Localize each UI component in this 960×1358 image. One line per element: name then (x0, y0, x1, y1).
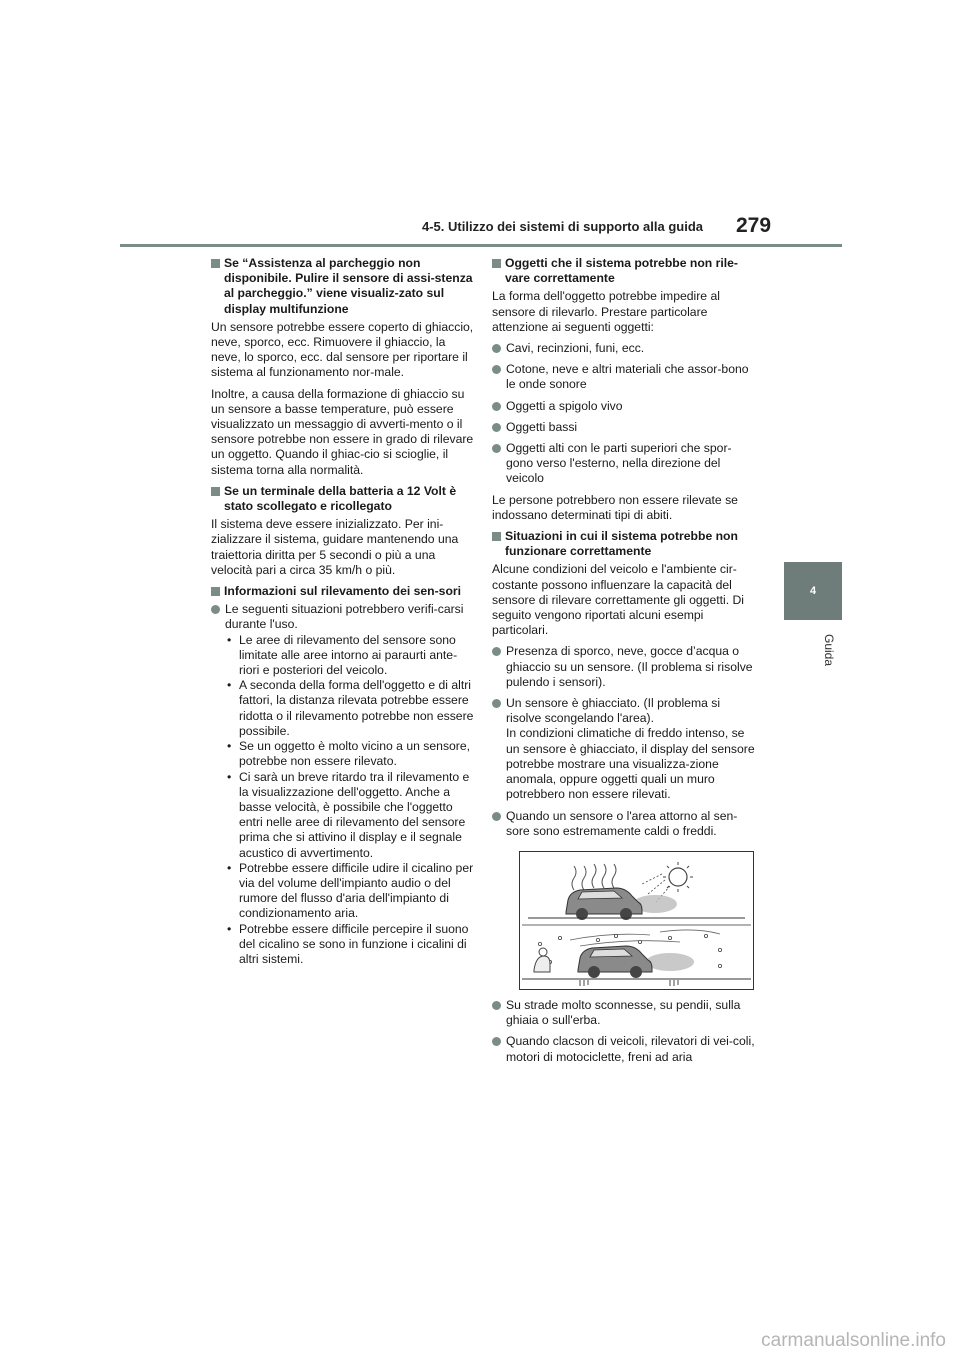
list-item (492, 696, 756, 802)
paragraph: Un sensore potrebbe essere coperto di ghiaccio, neve, sporco, ecc. Rimuovere il ghiaccio, la neve, lo sporco, ecc. dal sensore per riportare il sistema al funzionamento nor-male. (211, 319, 474, 380)
square-bullet-icon (492, 259, 501, 268)
list-item-text: Quando un sensore o l'area attorno al sen-sore sono estremamente caldi o freddi. (506, 808, 738, 838)
round-bullet-icon (492, 423, 501, 432)
right-column (492, 256, 756, 1071)
list-item-text: Oggetti alti con le parti superiori che spor-gono verso l'esterno, nella direzione del veicolo (506, 441, 732, 486)
list-item-text: Le seguenti situazioni potrebbero verifi-carsi durante l'uso. (225, 602, 464, 632)
paragraph: Il sistema deve essere inizializzato. Per ini-zializzare il sistema, guidare mantenendo una traiettoria diritta per 5 secondi o più a una velocità pari a circa 35 km/h o più. (211, 517, 459, 577)
round-bullet-icon (492, 812, 501, 821)
paragraph: Le persone potrebbero non essere rilevate se indossano determinati tipi di abiti. (492, 492, 738, 522)
list-item-text: Quando clacson di veicoli, rilevatori di vei-coli, motori di motociclette, freni ad aria (506, 1034, 755, 1064)
square-bullet-icon (211, 587, 220, 596)
list-item (492, 420, 756, 435)
list-item (492, 399, 756, 414)
list-item-text: In condizioni climatiche di freddo intenso, se un sensore è ghiacciato, il display del sensore potrebbe mostrare una visualizza-zione anomala, oppure oggetti quali un muro potrebbero non essere rilevati. (506, 726, 755, 802)
paragraph: Inoltre, a causa della formazione di ghiaccio su un sensore a basse temperature, può essere visualizzato un messaggio di avverti-mento o il sensore potrebbe non essere in grado di rilevare un oggetto. Quando il ghiac-cio si scioglie, il sistema torna alla normalità. (211, 386, 474, 477)
round-bullet-icon (492, 444, 501, 453)
sub-list-item: • Potrebbe essere difficile udire il cicalino per via del volume dell'impianto audio o del rumore del flusso d'aria dell'impianto di condizionamento aria. (225, 861, 475, 922)
sub-list (225, 633, 475, 967)
left-column (211, 256, 475, 973)
list-item (492, 809, 756, 839)
round-bullet-icon (211, 605, 220, 614)
sub-list-item: • A seconda della forma dell'oggetto e di altri fattori, la distanza rilevata potrebbe essere ridotta o il rilevamento potrebbe non essere possibile. (225, 678, 475, 739)
round-bullet-icon (492, 699, 501, 708)
round-bullet-icon (492, 647, 501, 656)
list-item-text: Presenza di sporco, neve, gocce d’acqua o ghiaccio su un sensore. (Il problema si risolve pulendo i sensori). (506, 644, 753, 689)
list-item (211, 602, 475, 967)
header-divider (120, 244, 842, 247)
list-item (492, 441, 756, 487)
sub-list-item: • Ci sarà un breve ritardo tra il rilevamento e la visualizzazione dell'oggetto. Anche a basse velocità, è possibile che l'oggetto entri nelle aree di rilevamento del sensore prima che si attivino il display e il segnale acustico di avvertimento. (225, 770, 475, 861)
list-item-text: Oggetti a spigolo vivo (506, 398, 623, 413)
heading-text: Se “Assistenza al parcheggio non disponibile. Pulire il sensore di assi-stenza al parcheggio.” viene visualiz-zato sul display multifunzione (224, 256, 473, 316)
round-bullet-icon (492, 344, 501, 353)
list-item (492, 1034, 756, 1064)
section-heading (211, 584, 475, 599)
sub-list-item: • Se un oggetto è molto vicino a un sensore, potrebbe non essere rilevato. (225, 739, 475, 769)
chapter-label: Guida (822, 633, 836, 667)
list-item-text: Cotone, neve e altri materiali che assor-bono le onde sonore (506, 362, 749, 392)
heading-text: Situazioni in cui il sistema potrebbe non funzionare correttamente (505, 529, 738, 559)
sub-list-item: • Le aree di rilevamento del sensore sono limitate alle aree intorno ai paraurti ante-riori e posteriori del veicolo. (225, 633, 475, 679)
section-heading (211, 484, 475, 514)
square-bullet-icon (211, 487, 220, 496)
list-item (492, 362, 756, 392)
round-bullet-icon (492, 1037, 501, 1046)
round-bullet-icon (492, 365, 501, 374)
sensor-conditions-illustration (519, 851, 754, 990)
list-item-text: Su strade molto sconnesse, su pendii, sulla ghiaia o sull'erba. (506, 997, 741, 1028)
paragraph: Alcune condizioni del veicolo e l'ambiente cir-costante possono influenzare la capacità del sensore di rilevare correttamente gli oggetti. Di seguito vengono riportati alcuni esempi particolari. (492, 562, 744, 638)
list-item-text: Cavi, recinzioni, funi, ecc. (506, 341, 645, 356)
section-heading (211, 256, 475, 317)
round-bullet-icon (492, 402, 501, 411)
section-heading (492, 529, 756, 559)
heading-text: Informazioni sul rilevamento dei sen-sori (224, 584, 462, 599)
list-item (492, 341, 756, 356)
section-heading (492, 256, 756, 286)
list-item-text: Un sensore è ghiacciato. (Il problema si risolve scongelando l'area). (506, 696, 721, 726)
heading-text: Oggetti che il sistema potrebbe non rile-vare correttamente (505, 256, 738, 286)
list-item (492, 644, 756, 690)
sub-list-item: • Potrebbe essere difficile percepire il suono del cicalino se sono in funzione i cicalini di altri sistemi. (225, 922, 475, 968)
page-number: 279 (736, 214, 772, 237)
section-title: 4-5. Utilizzo dei sistemi di supporto alla guida (422, 219, 703, 234)
square-bullet-icon (211, 259, 220, 268)
round-bullet-icon (492, 1001, 501, 1010)
heading-text: Se un terminale della batteria a 12 Volt è stato scollegato e ricollegato (224, 483, 457, 514)
list-item-text: Oggetti bassi (506, 419, 578, 434)
list-item (492, 998, 756, 1028)
site-watermark: carmanualsonline.info (761, 1330, 946, 1351)
chapter-tab: 4 (784, 562, 842, 620)
paragraph: La forma dell'oggetto potrebbe impedire al sensore di rilevarlo. Prestare particolare attenzione ai seguenti oggetti: (492, 289, 720, 334)
square-bullet-icon (492, 532, 501, 541)
